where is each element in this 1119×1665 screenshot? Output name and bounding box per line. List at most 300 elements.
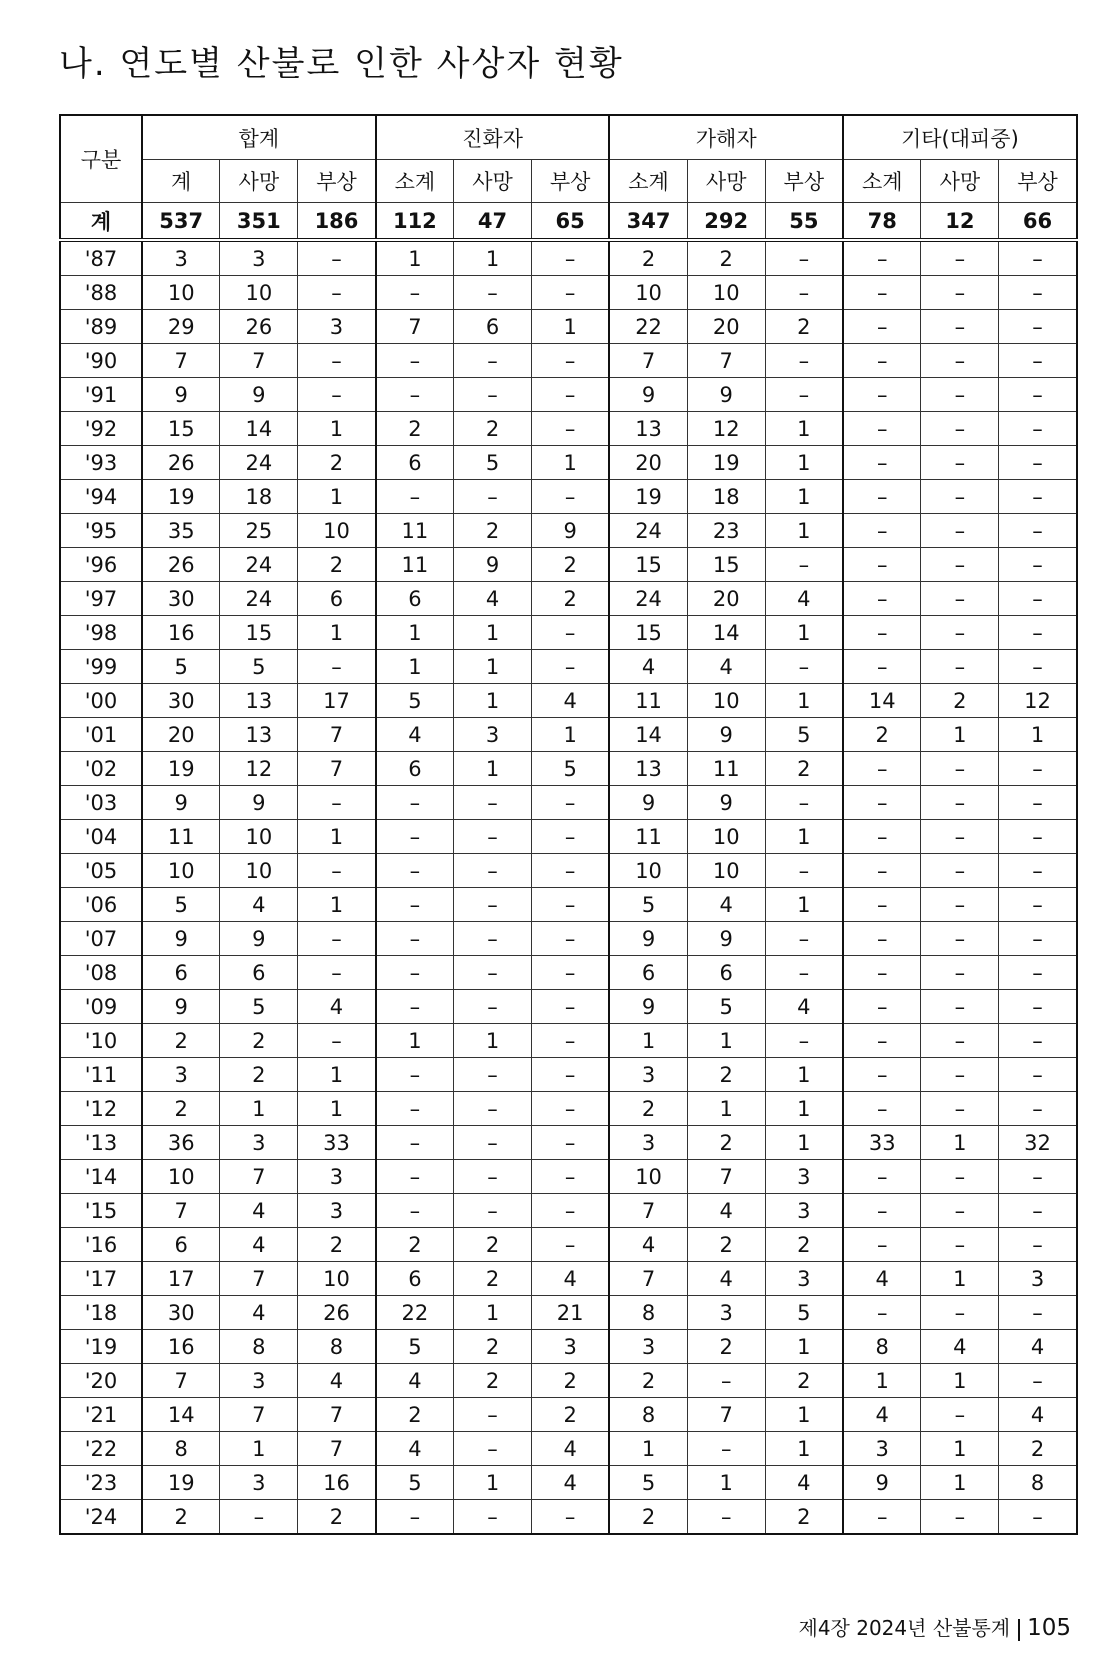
table-cell: – xyxy=(298,378,376,412)
table-cell: 4 xyxy=(531,1466,609,1500)
table-cell: – xyxy=(531,990,609,1024)
table-cell: – xyxy=(376,786,454,820)
table-cell: 1 xyxy=(609,1432,687,1466)
table-cell: 1 xyxy=(765,684,843,718)
table-cell: 10 xyxy=(142,1160,220,1194)
table-cell: – xyxy=(454,276,532,310)
table-cell: 2 xyxy=(298,1228,376,1262)
table-cell: 1 xyxy=(531,718,609,752)
subheader: 부상 xyxy=(298,160,376,203)
table-cell: 24 xyxy=(609,582,687,616)
table-cell: 1 xyxy=(687,1092,765,1126)
table-cell: 9 xyxy=(843,1466,921,1500)
table-cell: 1 xyxy=(765,1092,843,1126)
table-cell: 9 xyxy=(220,378,298,412)
table-cell: 1 xyxy=(220,1092,298,1126)
table-cell: 7 xyxy=(298,1398,376,1432)
table-cell: 1 xyxy=(765,888,843,922)
table-cell: 1 xyxy=(298,888,376,922)
table-cell: 10 xyxy=(687,684,765,718)
year-label: '07 xyxy=(60,922,142,956)
table-cell: – xyxy=(921,240,999,276)
year-label: '15 xyxy=(60,1194,142,1228)
table-cell: 20 xyxy=(687,582,765,616)
table-cell: 2 xyxy=(765,1228,843,1262)
table-cell: – xyxy=(376,820,454,854)
table-cell: – xyxy=(921,1058,999,1092)
table-cell: – xyxy=(921,276,999,310)
table-row xyxy=(60,412,1077,446)
table-cell: 10 xyxy=(687,276,765,310)
table-cell: 1 xyxy=(298,1092,376,1126)
table-cell: 10 xyxy=(220,276,298,310)
year-label: '21 xyxy=(60,1398,142,1432)
table-cell: – xyxy=(298,786,376,820)
table-cell: 7 xyxy=(220,344,298,378)
table-cell: 7 xyxy=(609,1194,687,1228)
chapter-label: 제4장 2024년 산불통계 xyxy=(798,1616,1011,1640)
table-cell: 10 xyxy=(687,854,765,888)
table-cell: 2 xyxy=(220,1058,298,1092)
table-cell: 4 xyxy=(609,1228,687,1262)
table-cell: 1 xyxy=(454,616,532,650)
table-cell: – xyxy=(843,888,921,922)
table-cell: 5 xyxy=(376,684,454,718)
table-cell: 1 xyxy=(376,616,454,650)
table-cell: 3 xyxy=(609,1330,687,1364)
table-cell: 15 xyxy=(220,616,298,650)
table-cell: 11 xyxy=(142,820,220,854)
table-cell: 9 xyxy=(609,922,687,956)
table-cell: – xyxy=(765,956,843,990)
table-cell: 6 xyxy=(220,956,298,990)
table-cell: 9 xyxy=(609,786,687,820)
table-cell: – xyxy=(376,480,454,514)
table-cell: 6 xyxy=(376,446,454,480)
table-cell: – xyxy=(999,854,1077,888)
table-row xyxy=(60,922,1077,956)
table-cell: 19 xyxy=(142,480,220,514)
table-cell: 1 xyxy=(454,1466,532,1500)
table-cell: 7 xyxy=(609,1262,687,1296)
subheader: 부상 xyxy=(531,160,609,203)
group-header-total: 합계 xyxy=(142,115,376,160)
table-cell: – xyxy=(531,412,609,446)
table-cell: – xyxy=(999,1194,1077,1228)
table-cell: 35 xyxy=(142,514,220,548)
subheader: 계 xyxy=(142,160,220,203)
table-cell: – xyxy=(454,854,532,888)
table-cell: 2 xyxy=(454,1330,532,1364)
table-cell: – xyxy=(999,1364,1077,1398)
table-cell: 3 xyxy=(220,1364,298,1398)
table-cell: – xyxy=(999,412,1077,446)
table-cell: – xyxy=(531,344,609,378)
table-cell: – xyxy=(454,1160,532,1194)
table-cell: – xyxy=(843,514,921,548)
table-cell: 2 xyxy=(376,1228,454,1262)
table-cell: 4 xyxy=(220,1296,298,1330)
table-row xyxy=(60,1364,1077,1398)
table-cell: – xyxy=(531,1126,609,1160)
table-cell: – xyxy=(376,1194,454,1228)
table-cell: 9 xyxy=(687,378,765,412)
table-cell: 4 xyxy=(376,1432,454,1466)
table-cell: 7 xyxy=(298,1432,376,1466)
row-header: 구분 xyxy=(60,115,142,203)
page-number: 105 xyxy=(1027,1615,1071,1641)
table-cell: – xyxy=(843,650,921,684)
table-cell: 2 xyxy=(454,1364,532,1398)
table-cell: – xyxy=(531,922,609,956)
table-cell: 1 xyxy=(921,1432,999,1466)
table-cell: 7 xyxy=(220,1398,298,1432)
total-cell: 292 xyxy=(687,203,765,241)
table-row xyxy=(60,310,1077,344)
table-cell: 6 xyxy=(376,752,454,786)
year-label: '91 xyxy=(60,378,142,412)
table-cell: 12 xyxy=(687,412,765,446)
table-cell: – xyxy=(843,1160,921,1194)
table-cell: – xyxy=(843,1194,921,1228)
year-label: '00 xyxy=(60,684,142,718)
table-cell: 3 xyxy=(220,240,298,276)
table-cell: 9 xyxy=(220,786,298,820)
total-cell: 66 xyxy=(999,203,1077,241)
table-cell: 16 xyxy=(142,616,220,650)
table-cell: 2 xyxy=(609,1500,687,1535)
table-cell: – xyxy=(531,1024,609,1058)
table-cell: – xyxy=(921,1194,999,1228)
table-cell: – xyxy=(843,378,921,412)
table-cell: 4 xyxy=(765,582,843,616)
table-cell: 7 xyxy=(298,752,376,786)
table-cell: 1 xyxy=(921,1126,999,1160)
table-cell: – xyxy=(454,1194,532,1228)
table-cell: 13 xyxy=(220,718,298,752)
table-cell: 1 xyxy=(454,1296,532,1330)
casualty-table xyxy=(59,114,1078,1535)
table-cell: 7 xyxy=(220,1262,298,1296)
table-cell: – xyxy=(999,1058,1077,1092)
table-cell: 7 xyxy=(220,1160,298,1194)
table-cell: 6 xyxy=(298,582,376,616)
table-cell: 4 xyxy=(376,1364,454,1398)
table-cell: 3 xyxy=(765,1160,843,1194)
table-cell: – xyxy=(843,786,921,820)
table-cell: – xyxy=(921,480,999,514)
table-cell: – xyxy=(531,650,609,684)
table-cell: 16 xyxy=(142,1330,220,1364)
table-cell: – xyxy=(454,1058,532,1092)
table-cell: 2 xyxy=(454,1262,532,1296)
table-cell: – xyxy=(376,1092,454,1126)
table-cell: 22 xyxy=(609,310,687,344)
table-cell: – xyxy=(454,990,532,1024)
table-cell: 5 xyxy=(142,888,220,922)
table-row xyxy=(60,1296,1077,1330)
table-cell: 7 xyxy=(298,718,376,752)
year-label: '96 xyxy=(60,548,142,582)
table-cell: – xyxy=(921,820,999,854)
table-cell: – xyxy=(531,240,609,276)
table-cell: 10 xyxy=(298,514,376,548)
table-cell: – xyxy=(843,956,921,990)
year-label: '17 xyxy=(60,1262,142,1296)
table-cell: 1 xyxy=(531,310,609,344)
table-cell: 9 xyxy=(142,922,220,956)
table-cell: – xyxy=(765,854,843,888)
table-cell: 2 xyxy=(454,514,532,548)
table-cell: – xyxy=(531,616,609,650)
table-cell: – xyxy=(376,990,454,1024)
table-cell: 5 xyxy=(687,990,765,1024)
table-cell: – xyxy=(454,888,532,922)
table-cell: – xyxy=(298,240,376,276)
table-cell: – xyxy=(376,344,454,378)
table-cell: 2 xyxy=(142,1092,220,1126)
year-label: '95 xyxy=(60,514,142,548)
table-cell: – xyxy=(921,310,999,344)
table-cell: 2 xyxy=(999,1432,1077,1466)
table-cell: 9 xyxy=(142,378,220,412)
table-cell: – xyxy=(999,514,1077,548)
total-cell: 112 xyxy=(376,203,454,241)
table-cell: 9 xyxy=(142,990,220,1024)
table-cell: 33 xyxy=(298,1126,376,1160)
table-cell: – xyxy=(921,446,999,480)
table-cell: 1 xyxy=(765,480,843,514)
table-cell: 7 xyxy=(609,344,687,378)
table-cell: 5 xyxy=(531,752,609,786)
table-cell: – xyxy=(843,1092,921,1126)
table-cell: 2 xyxy=(454,1228,532,1262)
table-cell: – xyxy=(921,854,999,888)
table-cell: – xyxy=(843,310,921,344)
table-cell: 3 xyxy=(142,240,220,276)
table-cell: 1 xyxy=(454,650,532,684)
table-cell: 8 xyxy=(220,1330,298,1364)
table-cell: 3 xyxy=(220,1466,298,1500)
year-label: '10 xyxy=(60,1024,142,1058)
table-cell: 14 xyxy=(843,684,921,718)
table-cell: – xyxy=(687,1432,765,1466)
table-cell: 21 xyxy=(531,1296,609,1330)
table-cell: – xyxy=(454,956,532,990)
table-cell: 2 xyxy=(298,548,376,582)
total-cell: 47 xyxy=(454,203,532,241)
table-cell: 1 xyxy=(298,616,376,650)
table-row xyxy=(60,1228,1077,1262)
table-cell: 3 xyxy=(765,1262,843,1296)
table-cell: – xyxy=(765,240,843,276)
table-cell: – xyxy=(376,1500,454,1535)
table-cell: 23 xyxy=(687,514,765,548)
table-cell: – xyxy=(999,276,1077,310)
table-cell: – xyxy=(921,412,999,446)
table-cell: 3 xyxy=(220,1126,298,1160)
table-cell: 4 xyxy=(531,1432,609,1466)
table-cell: 9 xyxy=(454,548,532,582)
table-row xyxy=(60,1330,1077,1364)
table-cell: – xyxy=(376,276,454,310)
table-cell: – xyxy=(454,820,532,854)
table-cell: 20 xyxy=(142,718,220,752)
table-cell: – xyxy=(376,956,454,990)
table-cell: 2 xyxy=(142,1500,220,1535)
table-cell: 10 xyxy=(609,276,687,310)
table-cell: 3 xyxy=(531,1330,609,1364)
table-cell: 14 xyxy=(220,412,298,446)
table-cell: 2 xyxy=(454,412,532,446)
year-label: '08 xyxy=(60,956,142,990)
table-cell: 26 xyxy=(142,548,220,582)
table-cell: 25 xyxy=(220,514,298,548)
table-cell: – xyxy=(843,240,921,276)
table-cell: – xyxy=(765,650,843,684)
footer-divider xyxy=(1018,1619,1020,1641)
table-cell: 1 xyxy=(765,1126,843,1160)
table-cell: 2 xyxy=(687,1058,765,1092)
table-cell: – xyxy=(999,786,1077,820)
table-cell: 2 xyxy=(765,1364,843,1398)
table-row xyxy=(60,854,1077,888)
table-cell: 1 xyxy=(454,684,532,718)
table-cell: 2 xyxy=(609,1092,687,1126)
table-cell: – xyxy=(531,1058,609,1092)
group-header-firefighter: 진화자 xyxy=(376,115,610,160)
table-cell: 2 xyxy=(531,1398,609,1432)
table-cell: – xyxy=(921,1500,999,1535)
total-cell: 351 xyxy=(220,203,298,241)
table-cell: 2 xyxy=(376,412,454,446)
table-cell: – xyxy=(454,480,532,514)
year-label: '03 xyxy=(60,786,142,820)
year-label: '22 xyxy=(60,1432,142,1466)
table-cell: 3 xyxy=(843,1432,921,1466)
table-row xyxy=(60,820,1077,854)
table-cell: 24 xyxy=(220,446,298,480)
year-label: '13 xyxy=(60,1126,142,1160)
subheader: 부상 xyxy=(765,160,843,203)
table-cell: 2 xyxy=(765,752,843,786)
table-cell: – xyxy=(921,888,999,922)
table-cell: 24 xyxy=(609,514,687,548)
table-cell: 7 xyxy=(687,1160,765,1194)
table-row xyxy=(60,888,1077,922)
table-cell: 3 xyxy=(687,1296,765,1330)
table-cell: 2 xyxy=(220,1024,298,1058)
table-cell: 1 xyxy=(298,480,376,514)
table-row xyxy=(60,1194,1077,1228)
table-cell: – xyxy=(999,480,1077,514)
page-footer xyxy=(799,1612,1071,1641)
year-label: '99 xyxy=(60,650,142,684)
table-cell: 1 xyxy=(687,1466,765,1500)
year-label: '04 xyxy=(60,820,142,854)
year-label: '89 xyxy=(60,310,142,344)
table-cell: – xyxy=(765,1024,843,1058)
table-cell: 2 xyxy=(298,446,376,480)
table-row xyxy=(60,616,1077,650)
table-cell: 19 xyxy=(142,1466,220,1500)
table-cell: 6 xyxy=(376,1262,454,1296)
table-cell: – xyxy=(531,854,609,888)
table-cell: 1 xyxy=(765,1058,843,1092)
table-cell: 7 xyxy=(142,1194,220,1228)
table-cell: 1 xyxy=(687,1024,765,1058)
table-cell: 30 xyxy=(142,684,220,718)
table-row xyxy=(60,1466,1077,1500)
table-cell: – xyxy=(298,922,376,956)
table-cell: – xyxy=(376,1058,454,1092)
table-cell: 1 xyxy=(999,718,1077,752)
table-cell: – xyxy=(376,922,454,956)
table-cell: 1 xyxy=(454,752,532,786)
table-cell: 4 xyxy=(609,650,687,684)
table-cell: 30 xyxy=(142,1296,220,1330)
table-cell: 9 xyxy=(531,514,609,548)
table-cell: 2 xyxy=(298,1500,376,1535)
table-cell: 4 xyxy=(298,990,376,1024)
table-cell: 2 xyxy=(765,310,843,344)
table-cell: 4 xyxy=(687,1262,765,1296)
table-cell: 6 xyxy=(142,1228,220,1262)
year-label: '16 xyxy=(60,1228,142,1262)
table-cell: 4 xyxy=(765,990,843,1024)
table-cell: – xyxy=(921,616,999,650)
table-cell: – xyxy=(921,582,999,616)
table-cell: 2 xyxy=(531,1364,609,1398)
total-cell: 347 xyxy=(609,203,687,241)
total-cell: 78 xyxy=(843,203,921,241)
table-cell: 2 xyxy=(531,582,609,616)
table-cell: 17 xyxy=(142,1262,220,1296)
table-cell: 11 xyxy=(687,752,765,786)
table-cell: 1 xyxy=(376,650,454,684)
year-label: '23 xyxy=(60,1466,142,1500)
table-cell: – xyxy=(531,888,609,922)
table-cell: 13 xyxy=(609,752,687,786)
year-label: '01 xyxy=(60,718,142,752)
table-cell: – xyxy=(843,582,921,616)
table-cell: 22 xyxy=(376,1296,454,1330)
table-cell: – xyxy=(921,378,999,412)
table-cell: 7 xyxy=(142,1364,220,1398)
table-cell: – xyxy=(921,1092,999,1126)
table-cell: 9 xyxy=(687,786,765,820)
table-cell: 1 xyxy=(376,240,454,276)
table-cell: – xyxy=(999,1296,1077,1330)
table-row xyxy=(60,446,1077,480)
table-cell: 2 xyxy=(609,240,687,276)
table-cell: – xyxy=(531,1194,609,1228)
table-cell: – xyxy=(454,1432,532,1466)
table-cell: – xyxy=(843,1024,921,1058)
table-cell: 4 xyxy=(999,1330,1077,1364)
table-cell: – xyxy=(454,1092,532,1126)
table-cell: 1 xyxy=(765,1398,843,1432)
year-rows xyxy=(60,240,1077,1534)
year-label: '97 xyxy=(60,582,142,616)
table-cell: 5 xyxy=(765,718,843,752)
table-cell: – xyxy=(376,854,454,888)
table-cell: – xyxy=(298,854,376,888)
subheader: 사망 xyxy=(687,160,765,203)
table-cell: 13 xyxy=(220,684,298,718)
table-cell: 1 xyxy=(765,514,843,548)
table-cell: – xyxy=(921,514,999,548)
